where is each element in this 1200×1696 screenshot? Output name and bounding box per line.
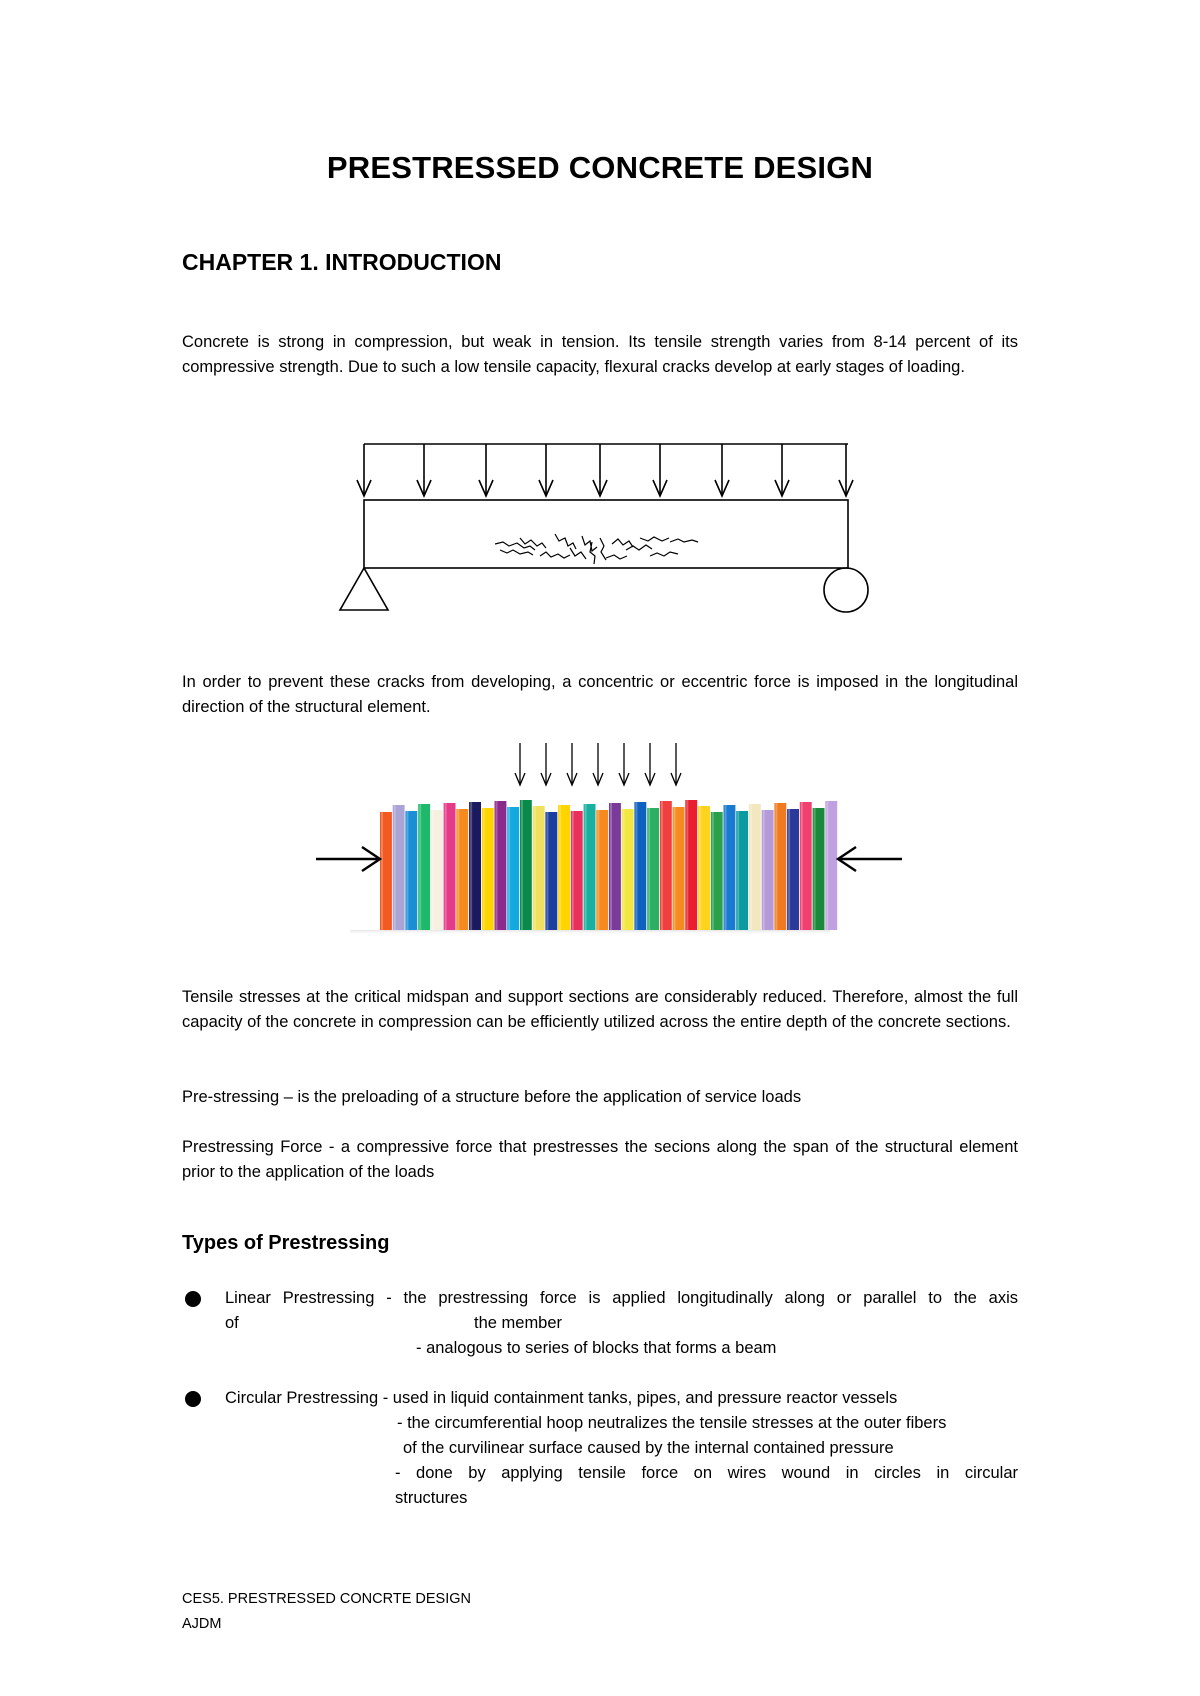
tensile-paragraph: Tensile stresses at the critical midspan and support sections are considerably reduced. Therefore, almost the full capacity of the concrete in compression can be efficiently utilized across the entire depth of the concrete sections.: [182, 988, 1018, 1031]
bullet-linear-line3: - analogous to series of blocks that forms a beam: [416, 1339, 777, 1357]
book-highlight: [712, 812, 714, 930]
book-highlight: [788, 809, 790, 930]
book-highlight: [419, 804, 421, 930]
footer-initials: AJDM: [182, 1616, 222, 1632]
book-highlight: [432, 810, 434, 930]
book-highlight: [483, 808, 485, 930]
book-highlight: [775, 803, 777, 930]
book-highlight: [521, 800, 523, 930]
bullet-circular-line5: structures: [395, 1489, 468, 1507]
book-highlight: [597, 810, 599, 930]
book-highlight: [406, 811, 408, 930]
intro-paragraph: Concrete is strong in compression, but weak in tension. Its tensile strength varies from 8-14 percent of its compressive strength. Due to such a low tensile capacity, flexural cracks develop at early stages of loading.: [182, 333, 1018, 376]
book-highlight: [674, 807, 676, 930]
book-highlight: [623, 809, 625, 930]
bullet-linear-line2a: of: [225, 1314, 239, 1332]
book-highlight: [394, 805, 396, 930]
book-highlight: [381, 812, 383, 930]
footer-course: CES5. PRESTRESSED CONCRTE DESIGN: [182, 1591, 471, 1607]
book-highlight: [534, 806, 536, 930]
book-highlight: [661, 801, 663, 930]
book-highlight: [750, 804, 752, 930]
book-highlight: [508, 807, 510, 930]
book-highlight: [763, 810, 765, 930]
prestressing-force-definition: Prestressing Force - a compressive force that prestresses the secions along the span of the structural element prior to the application of the loads: [182, 1138, 1018, 1181]
book-highlight: [470, 802, 472, 930]
book-highlight: [826, 801, 828, 930]
book-highlight: [457, 809, 459, 930]
book-highlight: [585, 804, 587, 930]
bullet-circular-line2: - the circumferential hoop neutralizes the tensile stresses at the outer fibers: [397, 1414, 947, 1432]
book-highlight: [725, 805, 727, 930]
book-highlight: [445, 803, 447, 930]
bullet-circular-line4: - done by applying tensile force on wires wound in circles in circular: [395, 1464, 1018, 1482]
types-heading: Types of Prestressing: [182, 1232, 390, 1254]
bullet-circular-line1: Circular Prestressing - used in liquid containment tanks, pipes, and pressure reactor vessels: [225, 1389, 898, 1407]
books-compression-figure: [310, 735, 910, 935]
prevent-paragraph: In order to prevent these cracks from developing, a concentric or eccentric force is imposed in the longitudinal direction of the structural element.: [182, 673, 1018, 716]
book-highlight: [559, 805, 561, 930]
book-highlight: [635, 802, 637, 930]
bullet-linear-line1: Linear Prestressing - the prestressing force is applied longitudinally along or parallel to the axis: [225, 1289, 1018, 1307]
book-highlight: [686, 800, 688, 930]
book-highlight: [801, 802, 803, 930]
bullet-circular-line3: of the curvilinear surface caused by the internal contained pressure: [403, 1439, 894, 1457]
bullet-dot: [185, 1391, 201, 1407]
book-highlight: [814, 808, 816, 930]
book-highlight: [737, 811, 739, 930]
book-highlight: [546, 812, 548, 930]
prestressing-definition: Pre-stressing – is the preloading of a structure before the application of service loads: [182, 1088, 802, 1106]
chapter-heading: CHAPTER 1. INTRODUCTION: [182, 249, 502, 275]
page-title: PRESTRESSED CONCRETE DESIGN: [326, 150, 874, 185]
cracked-beam-diagram: [330, 438, 880, 618]
book-highlight: [648, 808, 650, 930]
book-highlight: [610, 803, 612, 930]
bullet-linear-line2b: the member: [474, 1314, 563, 1332]
book-highlight: [496, 801, 498, 930]
book-highlight: [572, 811, 574, 930]
book-highlight: [699, 806, 701, 930]
bullet-dot: [185, 1291, 201, 1307]
